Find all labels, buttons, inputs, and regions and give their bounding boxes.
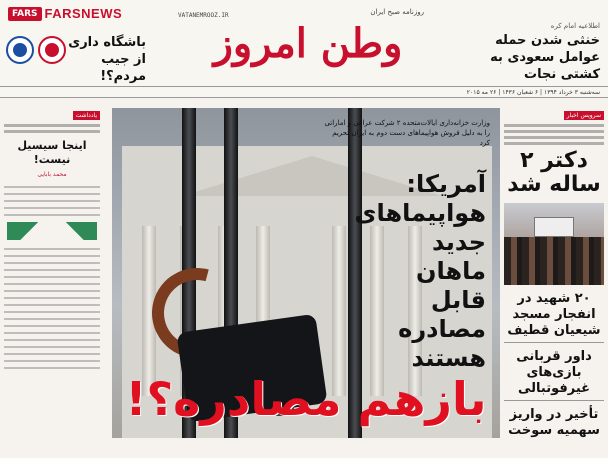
left-body-text bbox=[4, 186, 100, 216]
brand-name: وطن امروز bbox=[213, 20, 403, 67]
brand-url: VATANEMROOZ.IR bbox=[178, 12, 229, 19]
esteghlal-logo-icon bbox=[6, 36, 34, 64]
protest-photo bbox=[504, 203, 604, 285]
fars-news-logo bbox=[8, 6, 122, 21]
fars-badge: FARS bbox=[8, 7, 42, 21]
main-sub-headline: وزارت خزانه‌داری ایالات‌متحده ۲ شرکت عراقی و اماراتی را به دلیل فروش هواپیماهای دست دوم به ایران تحریم کرد bbox=[324, 119, 490, 147]
main-headline: آمریکا: هواپیماهای جدید ماهان قابل مصادره هستند bbox=[354, 170, 486, 372]
top-right-headline: خنثی شدن حمله عوامل سعودی به کشتی نجات bbox=[490, 33, 600, 82]
top-right-kicker: اطلاعیه امام کره bbox=[550, 22, 600, 30]
left-section-tag: یادداشت bbox=[73, 111, 100, 120]
fars-text: FARSNEWS bbox=[44, 6, 123, 21]
brand-subtitle: روزنامه صبح ایران bbox=[370, 8, 424, 16]
crowd-image bbox=[504, 237, 604, 285]
chevron-graphic-icon bbox=[7, 222, 97, 240]
right-headline-referee: داور قربانی بازی‌های غیرفوتبالی bbox=[516, 349, 592, 396]
right-headline-martyrs: ۲۰ شهید در انفجار مسجد شیعیان قطیف bbox=[507, 291, 601, 338]
divider bbox=[504, 400, 604, 401]
left-column-title: اینجا سیسیل نیست! bbox=[17, 139, 87, 166]
right-section-tag: سرویس اخبار bbox=[564, 111, 604, 120]
dateline-text: سه‌شنبه ۳ خرداد ۱۳۹۴ | ۶ شعبان ۱۴۳۶ | ۲۶ مه ۲۰۱۵ bbox=[466, 88, 600, 96]
left-column-author: محمد بابایی bbox=[37, 171, 67, 178]
top-right-teaser bbox=[460, 22, 600, 83]
right-headline-doctor: دکتر ۲ ساله شد bbox=[507, 148, 601, 197]
brand-block bbox=[172, 8, 444, 84]
placard-icon bbox=[534, 217, 574, 237]
right-headline-fuel: تأخیر در واریز سهمیه سوخت bbox=[508, 407, 600, 438]
right-body-text bbox=[504, 124, 604, 145]
persepolis-logo-icon bbox=[38, 36, 66, 64]
club-logos bbox=[6, 36, 66, 64]
column-shape bbox=[332, 226, 346, 396]
main-red-headline: بازهم مصادره؟! bbox=[125, 372, 487, 426]
masthead bbox=[0, 0, 608, 98]
right-column bbox=[504, 102, 604, 454]
main-photo-story bbox=[112, 108, 500, 438]
left-column bbox=[4, 102, 100, 454]
divider bbox=[504, 342, 604, 343]
left-body-text-2 bbox=[4, 248, 100, 369]
dateline bbox=[0, 86, 608, 98]
left-intro-text bbox=[4, 124, 100, 133]
left-top-headline: باشگاه داری از جیب مردم؟! bbox=[68, 35, 146, 84]
